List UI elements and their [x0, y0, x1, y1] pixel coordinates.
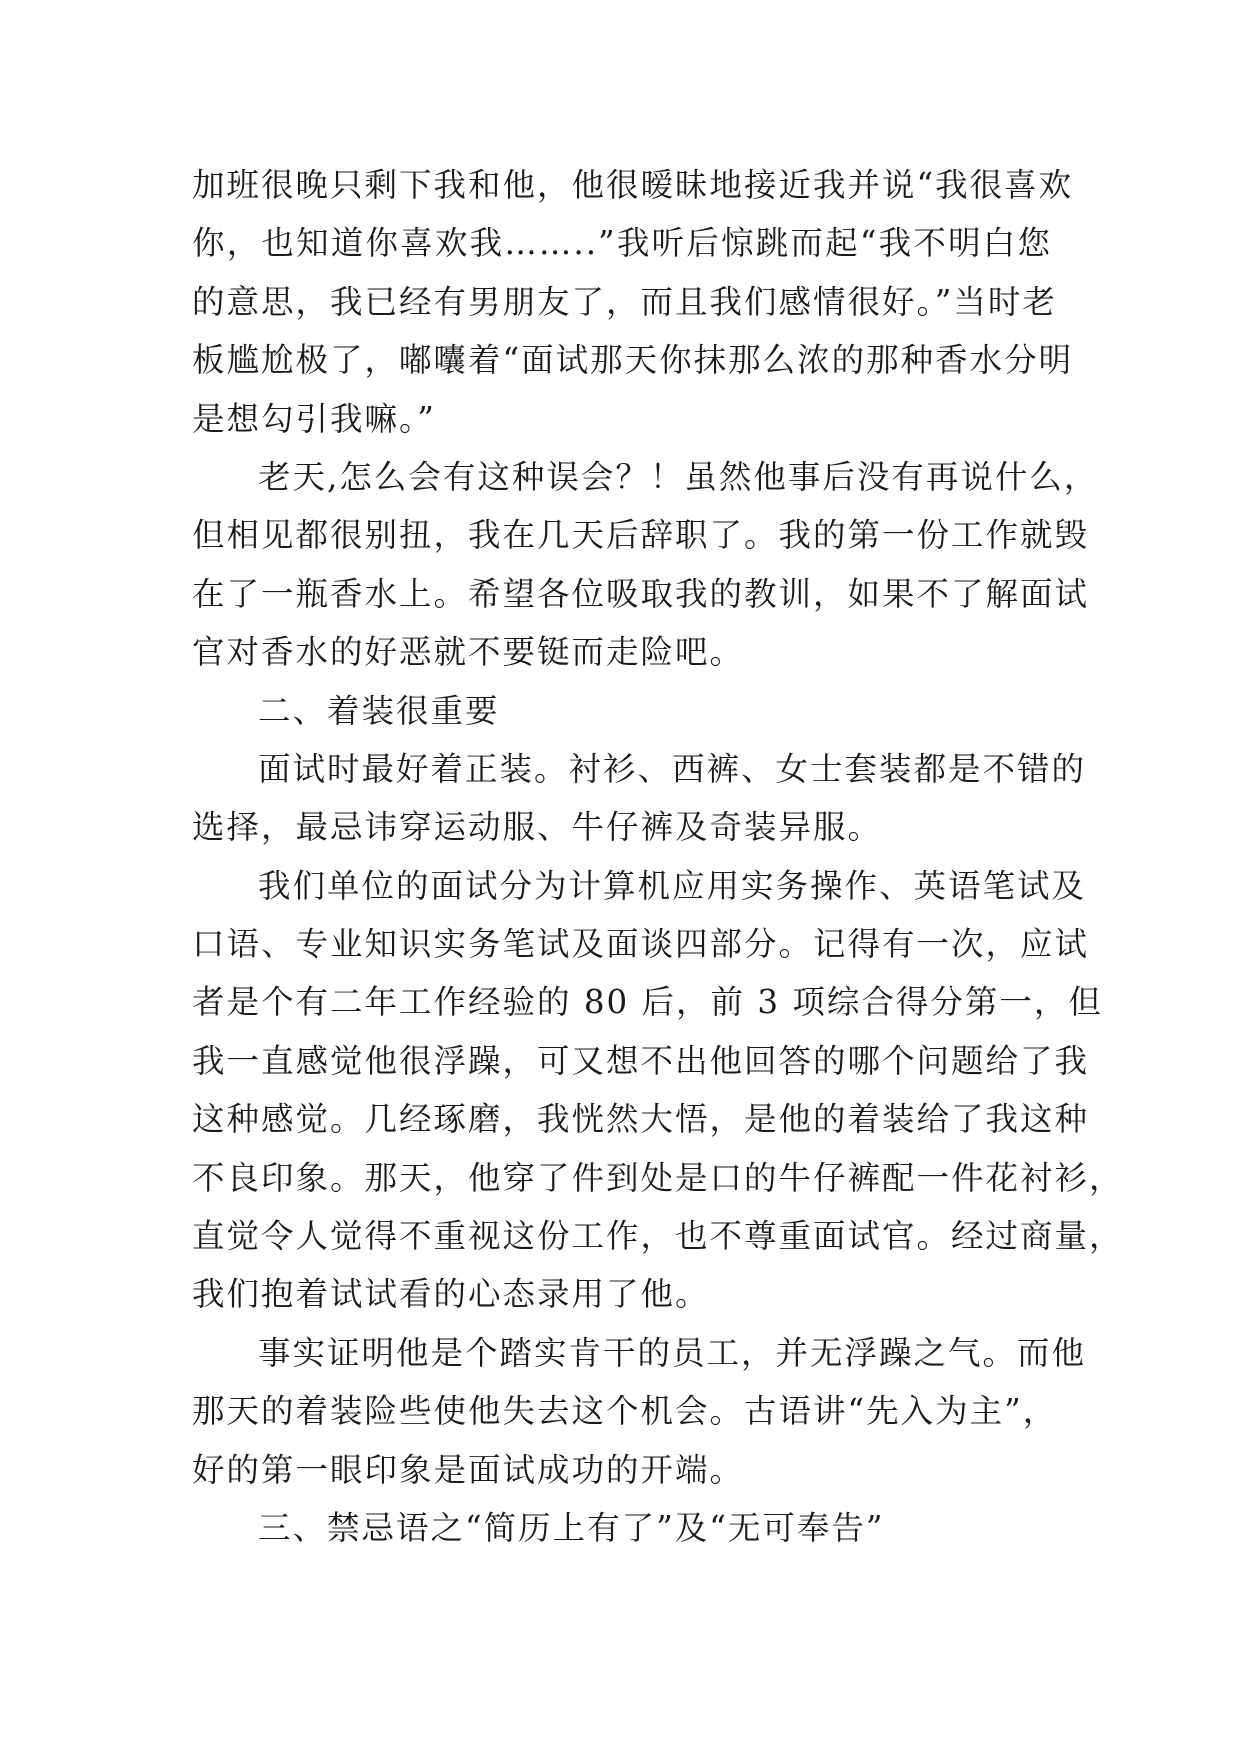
text-line: 板尴尬极了，嘟囔着“面试那天你抹那么浓的那种香水分明: [192, 341, 1074, 380]
text-line: 官对香水的好恶就不要铤而走险吧。: [192, 633, 745, 672]
text-line: 我一直感觉他很浮躁，可又想不出他回答的哪个问题给了我: [192, 1041, 1090, 1080]
text-line: 你，也知道你喜欢我……..”我听后惊跳而起“我不明白您: [192, 224, 1052, 263]
text-line: 我们抱着试试看的心态录用了他。: [192, 1275, 710, 1314]
text-line: 这种感觉。几经琢磨，我恍然大悟，是他的着装给了我这种: [192, 1100, 1090, 1139]
text-line: 三、禁忌语之“简历上有了”及“无可奉告”: [258, 1508, 885, 1547]
text-line: 我们单位的面试分为计算机应用实务操作、英语笔试及: [258, 866, 1087, 905]
text-line: 者是个有二年工作经验的 80 后，前 3 项综合得分第一，但: [192, 983, 1103, 1022]
text-line: 的意思，我已经有男朋友了，而且我们感情很好。”当时老: [192, 282, 1057, 321]
text-line: 不良印象。那天，他穿了件到处是口的牛仔裤配一件花衬衫，: [192, 1158, 1124, 1197]
text-line: 面试时最好着正装。衬衫、西裤、女士套装都是不错的: [258, 749, 1087, 788]
text-line: 在了一瓶香水上。希望各位吸取我的教训，如果不了解面试: [192, 574, 1090, 613]
text-line: 那天的着装险些使他失去这个机会。古语讲“先入为主”，: [192, 1392, 1058, 1431]
body-text: [192, 156, 1124, 1557]
text-line: 加班很晚只剩下我和他，他很暧昧地接近我并说“我很喜欢: [192, 166, 1074, 204]
text-line: 口语、专业知识实务笔试及面谈四部分。记得有一次，应试: [192, 925, 1090, 964]
text-line: 二、着装很重要: [258, 691, 500, 730]
text-line: 选择，最忌讳穿运动服、牛仔裤及奇装异服。: [192, 808, 883, 847]
text-line: 好的第一眼印象是面试成功的开端。: [192, 1450, 745, 1489]
text-line: 直觉令人觉得不重视这份工作，也不尊重面试官。经过商量，: [192, 1217, 1124, 1256]
text-line: 是想勾引我嘛。”: [192, 399, 436, 438]
text-line: 但相见都很别扭，我在几天后辞职了。我的第一份工作就毁: [192, 516, 1090, 555]
text-line: 老天,怎么会有这种误会？！虽然他事后没有再说什么，: [258, 457, 1099, 496]
text-line: 事实证明他是个踏实肯干的员工，并无浮躁之气。而他: [258, 1333, 1087, 1372]
